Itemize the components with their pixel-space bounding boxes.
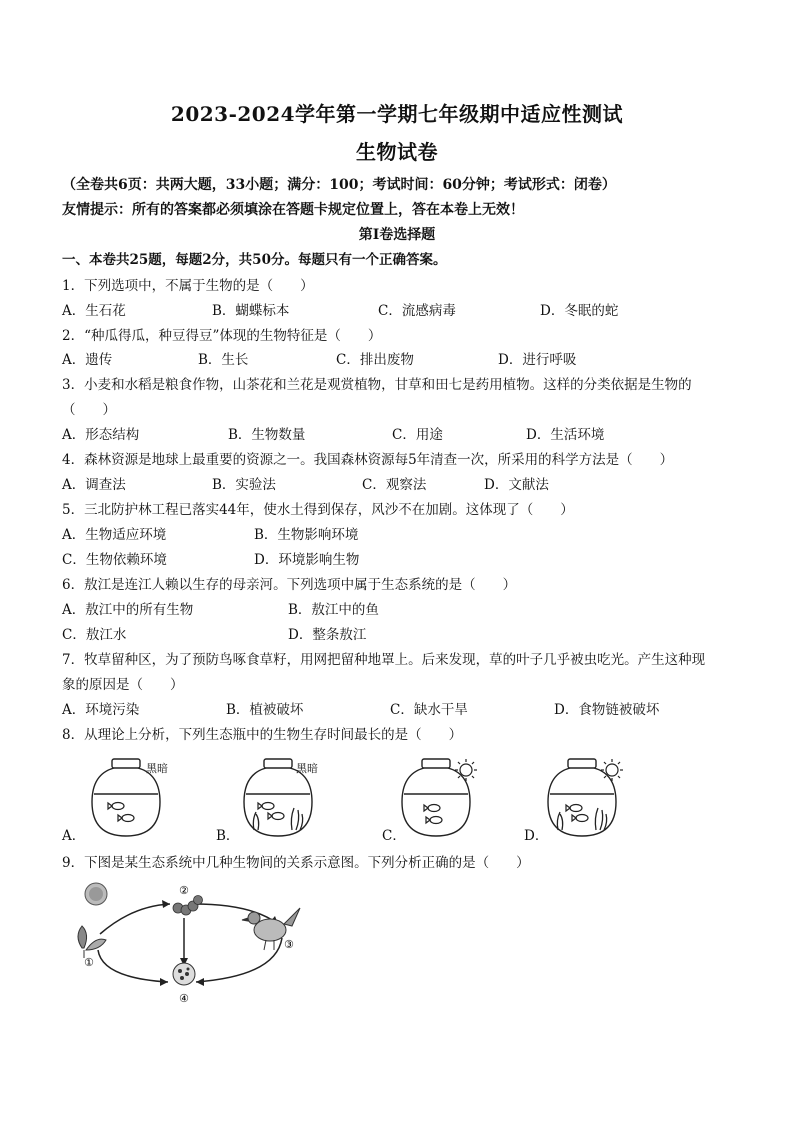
q7-option-d: D．食物链被破坏 [554,702,660,718]
q7-option-a: A．环境污染 [62,702,140,718]
q1-option-d: D．冬眠的蛇 [540,303,619,319]
q4-option-d: D．文献法 [484,477,549,493]
jar-b-dark-label: 黑暗 [296,762,318,775]
sun-icon [601,759,623,781]
marker-4: ④ [179,992,189,1005]
exam-title: 2023-2024学年第一学期七年级期中适应性测试 [170,102,624,126]
question-7-stem-cont: 象的原因是（ ） [62,677,184,693]
fish-icon [424,805,442,824]
jar-a-icon [92,759,160,836]
caterpillar-icon [173,896,203,916]
water-plant-icon [557,808,606,830]
q4-option-c: C．观察法 [362,477,427,493]
q8-option-c: C． [382,828,406,844]
question-1-stem: 1．下列选项中，不属于生物的是（ ） [62,278,314,294]
q3-option-b: B．生物数量 [228,427,306,443]
exam-tip: 友情提示：所有的答案都必须填涂在答题卡规定位置上，答在本卷上无效！ [62,202,524,218]
sun-icon [455,759,477,781]
question-3-stem-cont: （ ） [62,402,116,418]
q8-option-b: B． [216,828,240,844]
q5-option-d: D．环境影响生物 [254,552,360,568]
q6-option-c: C．敖江水 [62,627,127,643]
jar-b-figure [240,756,316,840]
decomposer-icon [173,963,195,985]
q5-option-a: A．生物适应环境 [62,527,167,543]
fish-icon [108,803,134,822]
section-intro: 一、本卷共25题，每题2分，共50分。每题只有一个正确答案。 [62,252,447,268]
fish-icon [566,805,588,822]
section-title: 第Ⅰ卷选择题 [358,227,436,243]
fish-icon [258,803,284,820]
marker-3: ③ [284,938,294,951]
plant-icon [78,926,106,958]
jar-d-figure [546,756,626,840]
q3-option-c: C．用途 [392,427,443,443]
q4-option-b: B．实验法 [212,477,276,493]
q7-option-c: C．缺水干旱 [390,702,468,718]
q2-option-a: A．遗传 [62,352,113,368]
q9-ecosystem-diagram [62,878,312,1008]
q2-option-b: B．生长 [198,352,249,368]
question-6-stem: 6．敖江是连江人赖以生存的母亲河。下列选项中属于生态系统的是（ ） [62,577,517,593]
marker-2: ② [179,884,189,897]
q1-option-a: A．生石花 [62,303,126,319]
q5-option-c: C．生物依赖环境 [62,552,167,568]
exam-subtitle: 生物试卷 [356,140,438,164]
jar-c-figure [400,756,480,840]
q8-option-d: D． [524,828,549,844]
q6-option-d: D．整条敖江 [288,627,367,643]
q8-option-a: A． [62,828,86,844]
jar-a-dark-label: 黑暗 [146,762,168,775]
q1-option-c: C．流感病毒 [378,303,456,319]
sun-icon [85,883,107,905]
question-3-stem: 3．小麦和水稻是粮食作物，山茶花和兰花是观赏植物，甘草和田七是药用植物。这样的分类依据是生物的 [62,377,692,393]
q1-option-b: B．蝴蝶标本 [212,303,290,319]
question-8-stem: 8．从理论上分析，下列生态瓶中的生物生存时间最长的是（ ） [62,727,463,743]
exam-info: （全卷共6页：共两大题，33小题；满分：100；考试时间：60分钟；考试形式：闭卷） [62,177,616,193]
q5-option-b: B．生物影响环境 [254,527,359,543]
q3-option-d: D．生活环境 [526,427,605,443]
q4-option-a: A．调查法 [62,477,126,493]
question-4-stem: 4．森林资源是地球上最重要的资源之一。我国森林资源每5年清查一次，所采用的科学方法是（ ） [62,452,674,468]
question-2-stem: 2．“种瓜得瓜，种豆得豆”体现的生物特征是（ ） [62,328,382,344]
jar-a-figure [88,756,164,840]
q6-option-a: A．敖江中的所有生物 [62,602,194,618]
q3-option-a: A．形态结构 [62,427,140,443]
question-5-stem: 5．三北防护林工程已落实44年，使水土得到保存，风沙不在加剧。这体现了（ ） [62,502,574,518]
q2-option-c: C．排出废物 [336,352,414,368]
q6-option-b: B．敖江中的鱼 [288,602,379,618]
q2-option-d: D．进行呼吸 [498,352,577,368]
question-7-stem: 7．牧草留种区，为了预防鸟啄食草籽，用网把留种地罩上。后来发现，草的叶子几乎被虫吃光。产生这种现 [62,652,706,668]
q7-option-b: B．植被破坏 [226,702,304,718]
marker-1: ① [84,956,94,969]
question-9-stem: 9．下图是某生态系统中几种生物间的关系示意图。下列分析正确的是（ ） [62,855,530,871]
